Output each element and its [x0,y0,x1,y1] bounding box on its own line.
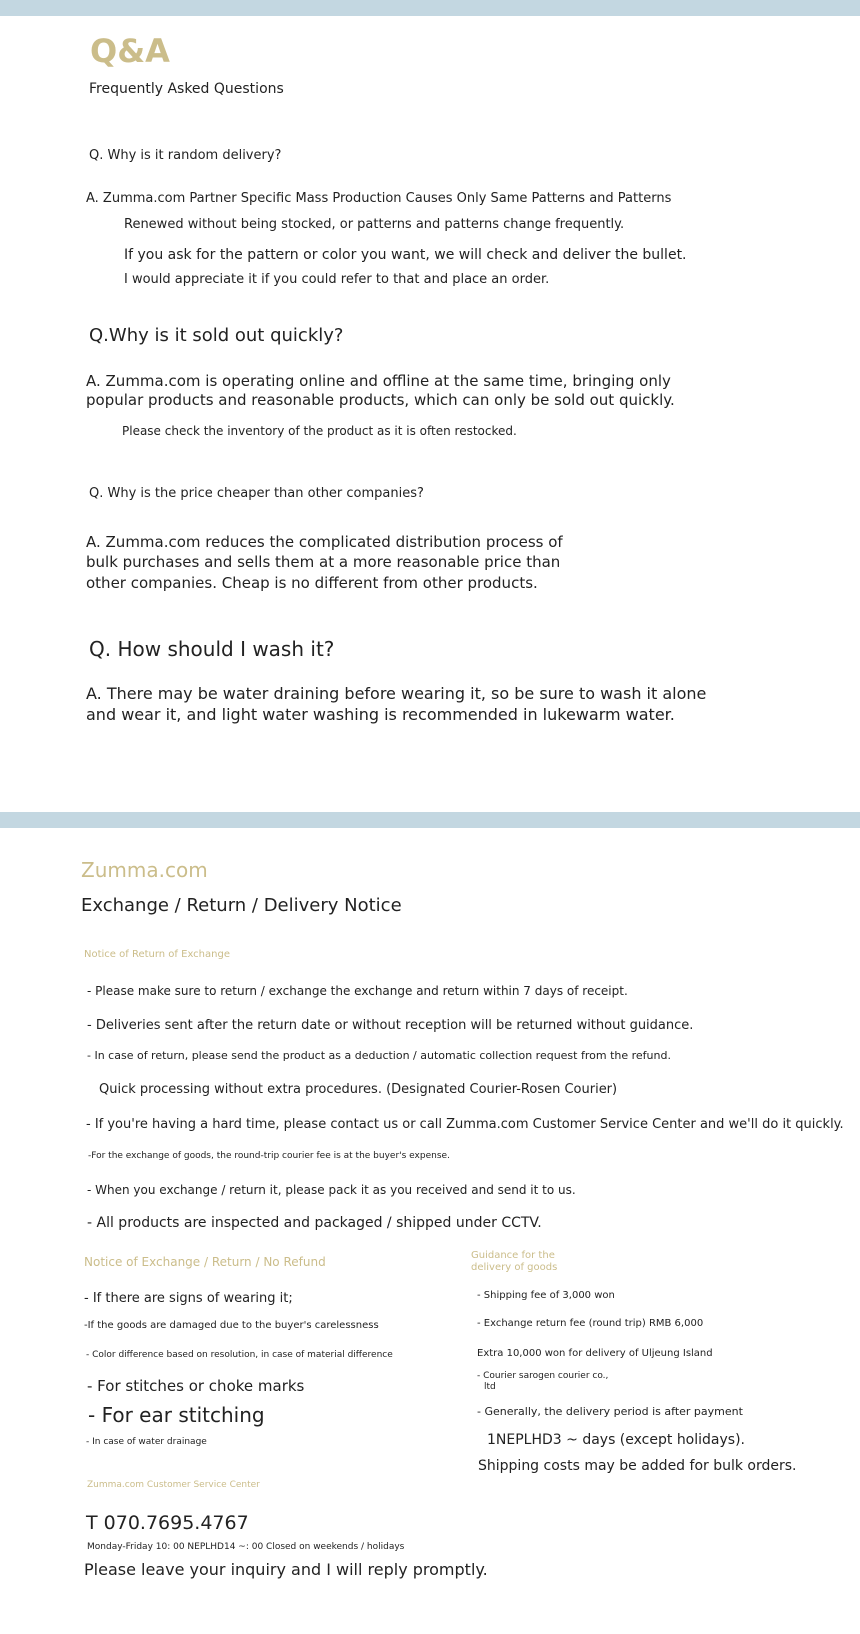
qa-question-2: Q.Why is it sold out quickly? [89,325,344,346]
cs-note: Please leave your inquiry and I will reply promptly. [84,1560,488,1579]
norefund-line-2: -If the goods are damaged due to the buyer's carelessness [84,1320,379,1331]
cs-phone: T 070.7695.4767 [86,1512,249,1534]
qa-answer-4-line-2: and wear it, and light water washing is recommended in lukewarm water. [86,705,675,724]
qa-answer-2-line-3: Please check the inventory of the product as it is often restocked. [122,424,517,438]
qa-subtitle: Frequently Asked Questions [89,81,284,97]
cs-hours: Monday-Friday 10: 00 NEPLHD14 ~: 00 Closed on weekends / holidays [87,1542,405,1552]
delivery-line-3: Extra 10,000 won for delivery of Uljeung Island [477,1348,713,1359]
qa-answer-1-line-2: Renewed without being stocked, or patterns and patterns change frequently. [124,217,625,232]
qa-answer-3-line-3: other companies. Cheap is no different from other products. [86,574,538,592]
delivery-line-1: - Shipping fee of 3,000 won [477,1290,615,1301]
return-line-4: Quick processing without extra procedures. (Designated Courier-Rosen Courier) [99,1082,618,1097]
return-line-1: - Please make sure to return / exchange the exchange and return within 7 days of receipt. [87,984,628,998]
qa-answer-1-line-1: A. Zumma.com Partner Specific Mass Production Causes Only Same Patterns and Patterns [86,191,672,206]
qa-answer-3-line-2: bulk purchases and sells them at a more reasonable price than [86,553,561,571]
qa-answer-3-line-1: A. Zumma.com reduces the complicated distribution process of [86,533,563,551]
norefund-line-5: - For ear stitching [88,1403,265,1427]
qa-answer-4-line-1: A. There may be water draining before wearing it, so be sure to wash it alone [86,684,707,703]
return-line-8: - All products are inspected and packaged / shipped under CCTV. [87,1215,542,1231]
qa-answer-1-line-3: If you ask for the pattern or color you want, we will check and deliver the bullet. [124,247,687,263]
return-line-6: -For the exchange of goods, the round-trip courier fee is at the buyer's expense. [88,1151,450,1161]
delivery-line-8: Shipping costs may be added for bulk orders. [478,1458,797,1474]
qa-answer-2-line-1: A. Zumma.com is operating online and offline at the same time, bringing only [86,372,671,390]
return-line-3: - In case of return, please send the product as a deduction / automatic collection request from the refund. [87,1049,671,1062]
notice-title: Exchange / Return / Delivery Notice [81,895,402,916]
cs-heading: Zumma.com Customer Service Center [87,1480,260,1490]
return-line-2: - Deliveries sent after the return date or without reception will be returned without guidance. [87,1018,694,1033]
qa-question-4: Q. How should I wash it? [89,637,335,661]
norefund-line-3: - Color difference based on resolution, in case of material difference [86,1350,393,1360]
delivery-line-5: ltd [484,1382,496,1392]
norefund-heading: Notice of Exchange / Return / No Refund [84,1255,326,1269]
delivery-line-6: - Generally, the delivery period is after payment [477,1405,743,1418]
delivery-line-2: - Exchange return fee (round trip) RMB 6,000 [477,1318,704,1329]
delivery-heading-line-2: delivery of goods [471,1262,558,1273]
notice-brand: Zumma.com [81,858,208,882]
delivery-line-4: - Courier sarogen courier co., [477,1371,609,1381]
qa-answer-2-line-2: popular products and reasonable products, which can only be sold out quickly. [86,391,675,409]
qa-question-1: Q. Why is it random delivery? [89,148,282,163]
qa-title: Q&A [90,32,170,70]
qa-answer-1-line-4: I would appreciate it if you could refer to that and place an order. [124,272,550,287]
return-line-5: - If you're having a hard time, please contact us or call Zumma.com Customer Service Center and we'll do it quickly. [86,1117,844,1132]
norefund-line-1: - If there are signs of wearing it; [84,1291,293,1306]
return-line-7: - When you exchange / return it, please pack it as you received and send it to us. [87,1183,576,1197]
qa-question-3: Q. Why is the price cheaper than other companies? [89,486,424,501]
delivery-line-7: 1NEPLHD3 ~ days (except holidays). [487,1432,745,1448]
top-band [0,0,860,16]
norefund-line-6: - In case of water drainage [86,1437,207,1447]
delivery-heading-line-1: Guidance for the [471,1250,555,1261]
section-divider-band [0,812,860,828]
norefund-line-4: - For stitches or choke marks [87,1377,305,1395]
return-heading: Notice of Return of Exchange [84,949,230,960]
